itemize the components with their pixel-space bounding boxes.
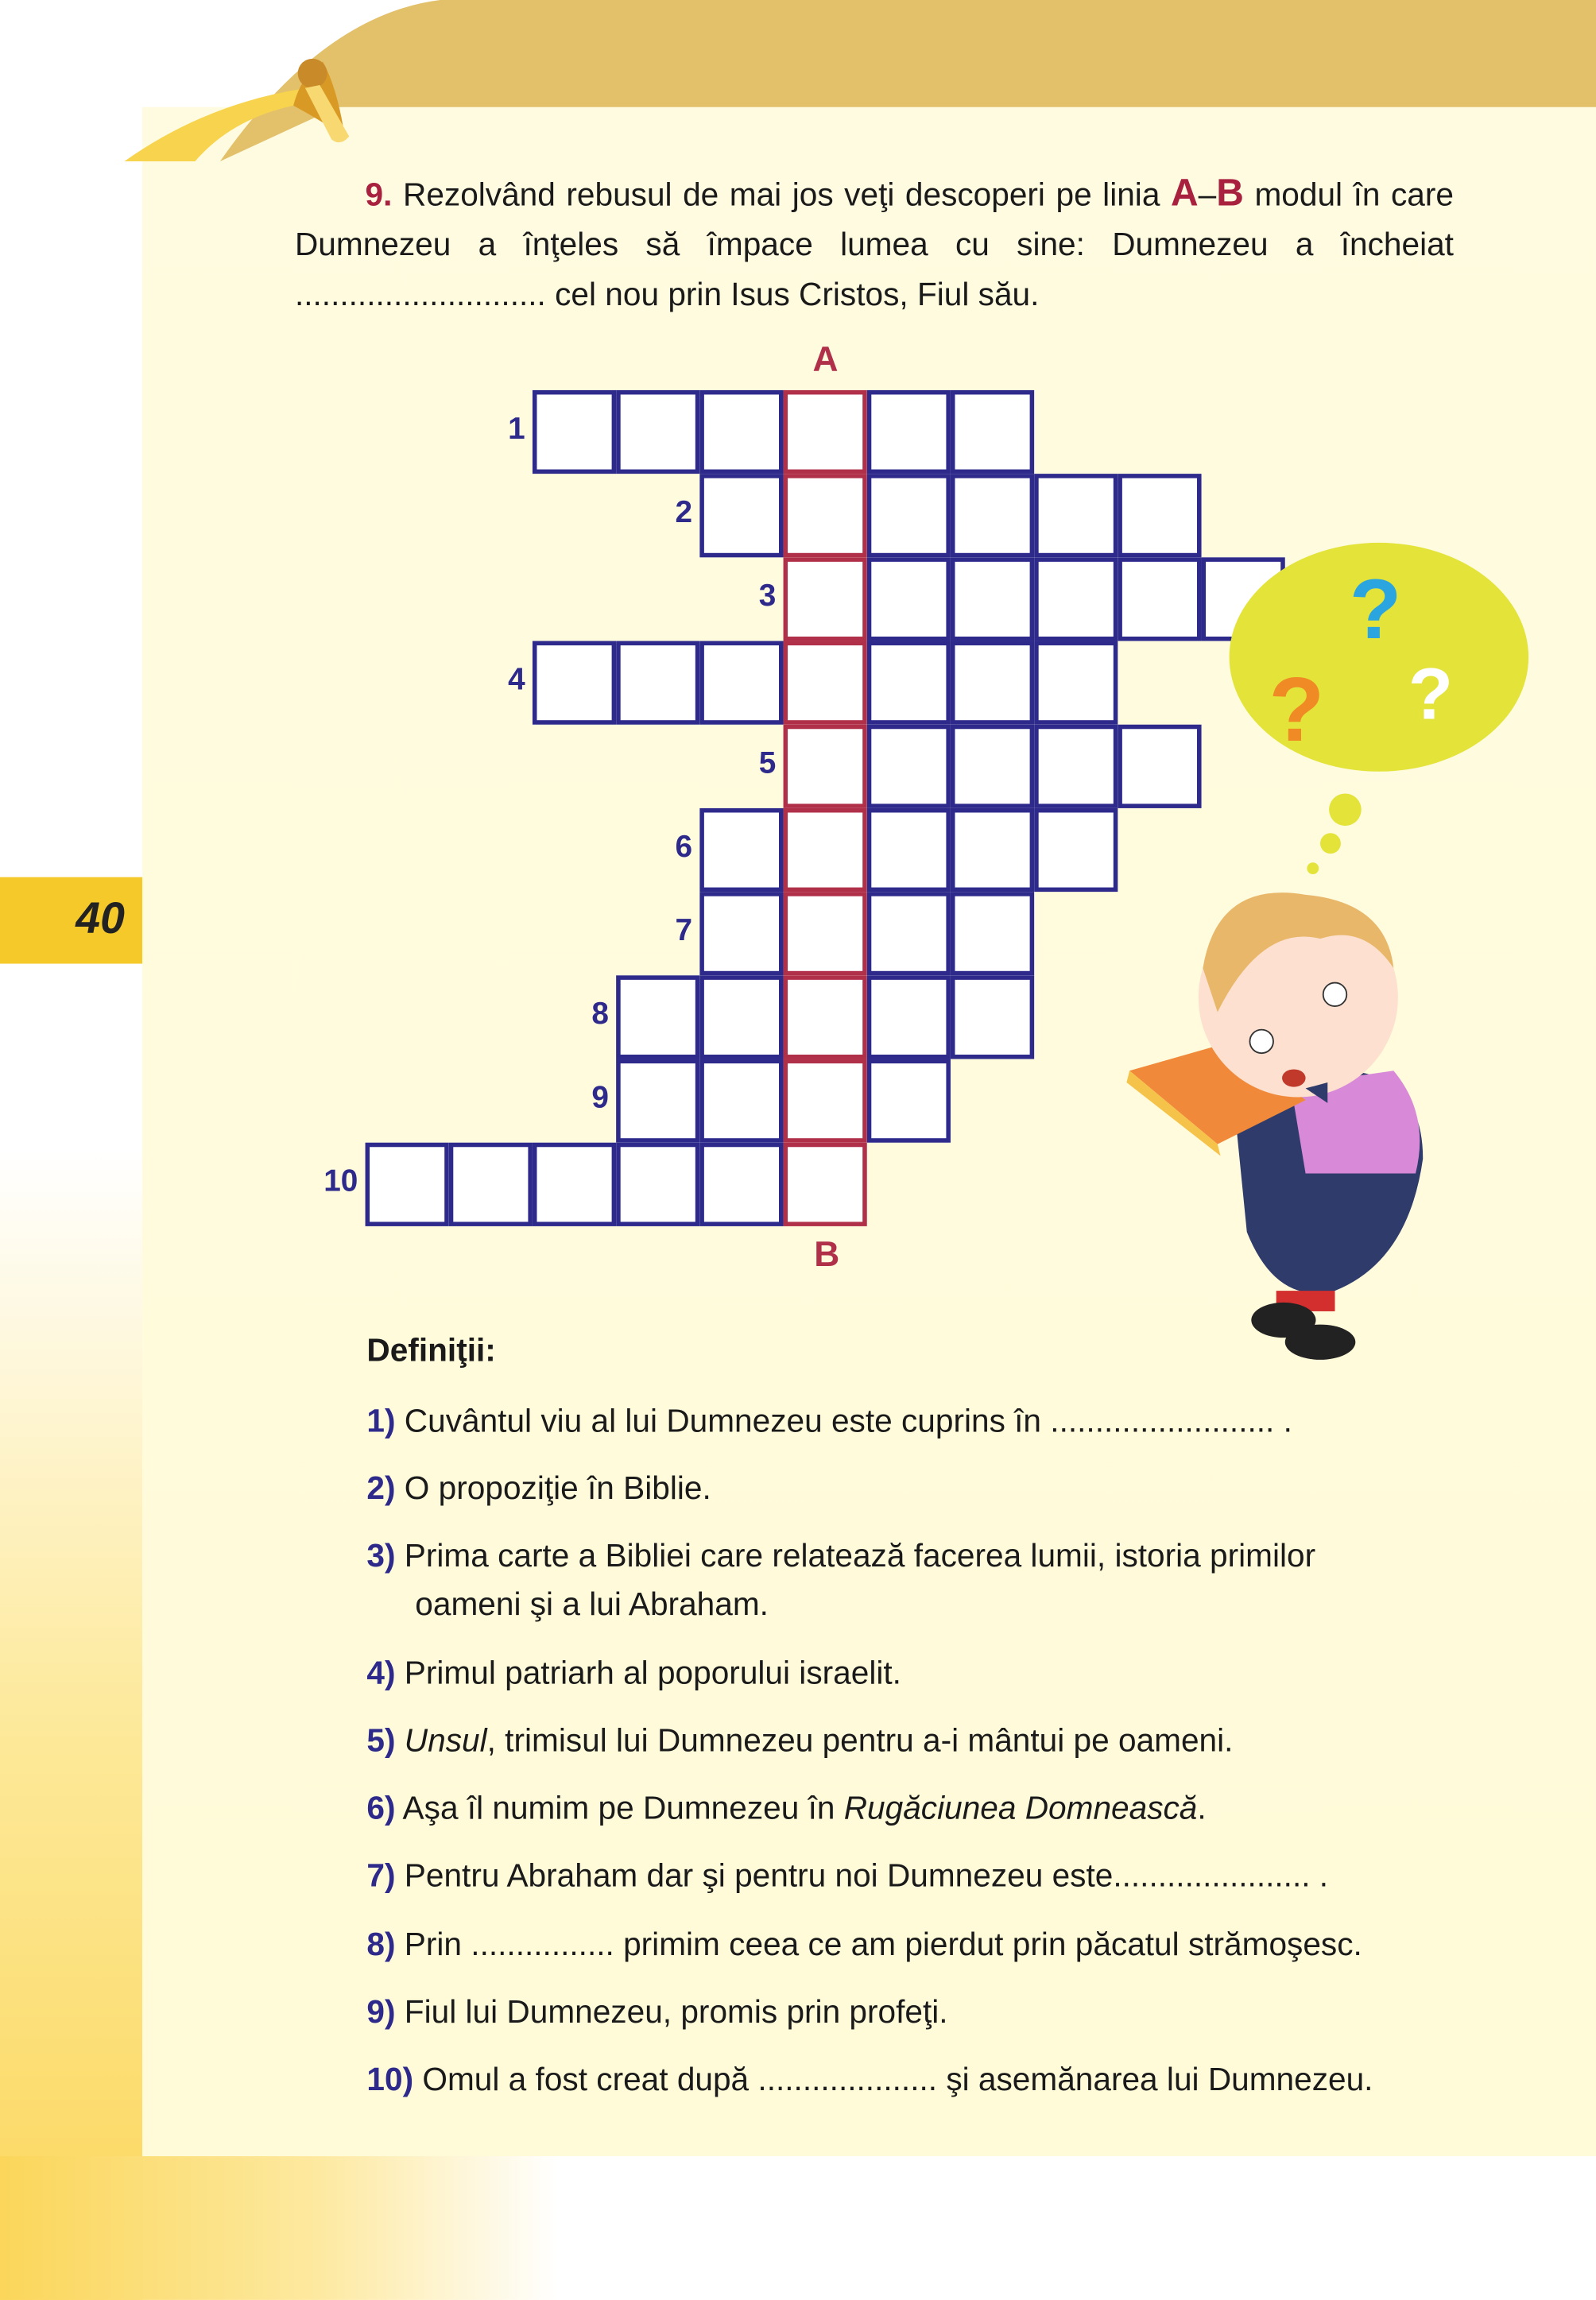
row-number: 4 xyxy=(508,663,525,697)
prompt-text-3: ............................ cel nou prin Isus Cristos, Fiul său. xyxy=(294,275,1040,313)
crossword-cell[interactable] xyxy=(448,1142,532,1226)
page-number-tab xyxy=(0,877,142,964)
definition-text: Rugăciunea Domnească xyxy=(843,1789,1198,1826)
definition-text: Unsul xyxy=(404,1721,487,1759)
key-column-label-b: B xyxy=(814,1234,840,1275)
definition-number: 6) xyxy=(366,1789,396,1826)
definition-text: . xyxy=(1197,1789,1207,1826)
bottom-margin-gradient xyxy=(0,2156,1596,2300)
crossword-cell[interactable] xyxy=(950,389,1033,473)
crossword-cell[interactable] xyxy=(365,1142,448,1226)
letter-a: A xyxy=(1170,170,1199,215)
definition-text: Aşa îl numim pe Dumnezeu în xyxy=(402,1789,844,1826)
row-number: 6 xyxy=(675,830,693,865)
crossword-cell[interactable] xyxy=(699,641,782,724)
crossword-cell[interactable] xyxy=(866,473,950,556)
crossword-key-cell[interactable] xyxy=(783,807,866,891)
crossword-cell[interactable] xyxy=(866,807,950,891)
crossword-cell[interactable] xyxy=(615,1059,699,1142)
crossword-cell[interactable] xyxy=(699,974,782,1058)
crossword-key-cell[interactable] xyxy=(783,1059,866,1142)
crossword-cell[interactable] xyxy=(866,1059,950,1142)
definition-number: 4) xyxy=(366,1654,396,1691)
crossword-cell[interactable] xyxy=(950,641,1033,724)
exercise-prompt xyxy=(295,167,1454,319)
prompt-text-2: modul în care Dumnezeu a înţeles să împace lumea cu sine: Dumnezeu a încheiat xyxy=(294,176,1454,263)
definition-item xyxy=(366,1851,1455,1899)
crossword-key-cell[interactable] xyxy=(783,389,866,473)
prompt-text: Rezolvând rebusul de mai jos veţi descoperi pe linia xyxy=(402,176,1160,213)
crossword-cell[interactable] xyxy=(1033,641,1117,724)
row-number: 3 xyxy=(758,579,777,614)
left-margin-gradient xyxy=(0,0,142,2300)
row-number: 10 xyxy=(323,1164,358,1198)
definition-number: 5) xyxy=(366,1721,396,1759)
crossword-cell[interactable] xyxy=(950,724,1033,807)
crossword-cell[interactable] xyxy=(699,1142,782,1226)
definition-number: 2) xyxy=(366,1469,396,1507)
crossword-cell[interactable] xyxy=(699,1059,782,1142)
question-mark-icon: ? xyxy=(1408,652,1454,735)
crossword-cell[interactable] xyxy=(866,641,950,724)
crossword-key-cell[interactable] xyxy=(783,1142,866,1226)
crossword-cell[interactable] xyxy=(866,389,950,473)
row-number: 8 xyxy=(591,997,609,1032)
definition-text: Pentru Abraham dar şi pentru noi Dumnezeu este...................... . xyxy=(404,1857,1329,1894)
crossword-cell[interactable] xyxy=(950,974,1033,1058)
crossword-cell[interactable] xyxy=(866,891,950,974)
crossword-cell[interactable] xyxy=(615,641,699,724)
crossword-cell[interactable] xyxy=(615,389,699,473)
crossword-cell[interactable] xyxy=(950,473,1033,556)
crossword-key-cell[interactable] xyxy=(783,473,866,556)
letter-b: B xyxy=(1216,170,1244,215)
crossword-key-cell[interactable] xyxy=(783,556,866,640)
crossword-cell[interactable] xyxy=(950,556,1033,640)
row-number: 7 xyxy=(675,913,693,948)
definition-number: 9) xyxy=(366,1993,396,2031)
definition-text: Fiul lui Dumnezeu, promis prin profeţi. xyxy=(404,1993,948,2031)
row-number: 1 xyxy=(508,412,525,447)
crossword-cell[interactable] xyxy=(1033,724,1117,807)
question-mark-icon: ? xyxy=(1349,560,1402,656)
row-number: 2 xyxy=(675,495,693,530)
definition-number: 7) xyxy=(366,1857,396,1894)
crossword-key-cell[interactable] xyxy=(783,641,866,724)
crossword-key-cell[interactable] xyxy=(783,891,866,974)
boy-reading-illustration xyxy=(1115,528,1555,1407)
definition-item xyxy=(366,1464,1455,1512)
definition-item xyxy=(366,2055,1455,2104)
crossword-cell[interactable] xyxy=(1033,473,1117,556)
definition-text-continued: oameni şi a lui Abraham. xyxy=(415,1586,769,1623)
exercise-number: 9. xyxy=(365,176,393,213)
definition-item xyxy=(366,1988,1455,2036)
crossword-cell[interactable] xyxy=(1033,556,1117,640)
definition-item xyxy=(366,1531,1455,1628)
crossword-cell[interactable] xyxy=(699,807,782,891)
row-number: 9 xyxy=(591,1081,609,1115)
definitions-title: Definiţii: xyxy=(366,1331,496,1369)
definition-number: 3) xyxy=(366,1537,396,1574)
scroll-banner-icon xyxy=(0,0,1596,161)
crossword-cell[interactable] xyxy=(866,724,950,807)
crossword-cell[interactable] xyxy=(699,473,782,556)
crossword-cell[interactable] xyxy=(615,1142,699,1226)
crossword-cell[interactable] xyxy=(950,807,1033,891)
definition-number: 8) xyxy=(366,1926,396,1963)
crossword-cell[interactable] xyxy=(532,1142,615,1226)
definition-item xyxy=(366,1396,1455,1445)
crossword-cell[interactable] xyxy=(950,891,1033,974)
crossword-key-cell[interactable] xyxy=(783,724,866,807)
definition-item xyxy=(366,1920,1455,1969)
crossword-cell[interactable] xyxy=(699,891,782,974)
key-column-label-a: A xyxy=(812,340,839,381)
crossword-cell[interactable] xyxy=(866,974,950,1058)
dash: – xyxy=(1198,176,1217,213)
crossword-cell[interactable] xyxy=(1033,807,1117,891)
crossword-key-cell[interactable] xyxy=(783,974,866,1058)
row-number: 5 xyxy=(758,746,777,780)
question-mark-icon: ? xyxy=(1269,659,1325,761)
definition-item xyxy=(366,1783,1455,1832)
definition-text: Cuvântul viu al lui Dumnezeu este cuprins în ......................... . xyxy=(404,1402,1292,1439)
crossword-cell[interactable] xyxy=(866,556,950,640)
definition-number: 10) xyxy=(366,2061,414,2098)
definition-item xyxy=(366,1716,1455,1764)
definition-text: Prima carte a Bibliei care relatează facerea lumii, istoria primilor xyxy=(404,1537,1316,1574)
definition-text: Prin ................ primim ceea ce am pierdut prin păcatul strămoşesc. xyxy=(404,1926,1362,1963)
crossword-cell[interactable] xyxy=(532,641,615,724)
definition-text: , trimisul lui Dumnezeu pentru a-i mântui pe oameni. xyxy=(486,1721,1234,1759)
definition-text: Omul a fost creat după .................... şi asemănarea lui Dumnezeu. xyxy=(422,2061,1373,2098)
definition-text: O propoziţie în Biblie. xyxy=(404,1469,711,1507)
definition-number: 1) xyxy=(366,1402,396,1439)
crossword-cell[interactable] xyxy=(699,389,782,473)
page-number: 40 xyxy=(76,894,125,943)
crossword-cell[interactable] xyxy=(615,974,699,1058)
definition-item xyxy=(366,1648,1455,1697)
definition-text: Primul patriarh al poporului israelit. xyxy=(404,1654,901,1691)
crossword-cell[interactable] xyxy=(532,389,615,473)
